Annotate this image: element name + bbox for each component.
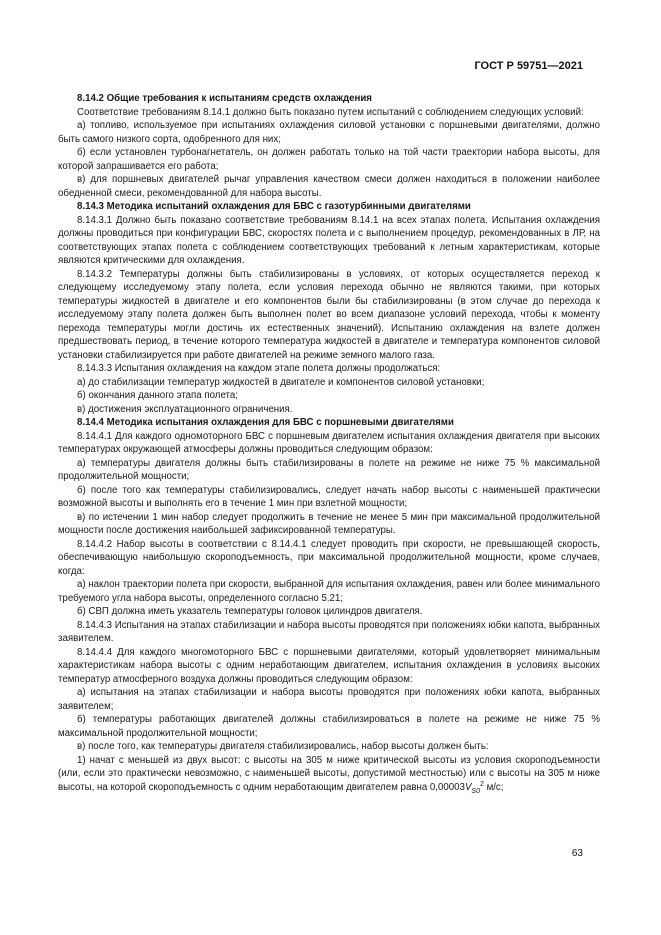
formula-superscript: 2: [479, 780, 484, 788]
paragraph: Соответствие требованиям 8.14.1 должно быть показано путем испытаний с соблюдением следующих условий:: [77, 106, 584, 118]
paragraph: 8.14.3.3 Испытания охлаждения на каждом этапе полета должны продолжаться:: [77, 363, 441, 374]
paragraph: в) достижения эксплуатационного ограничения.: [77, 403, 293, 415]
section-heading: 8.14.3 Методика испытаний охлаждения для БВС с газотурбинными двигателями: [77, 201, 471, 212]
formula-subscript: S0: [471, 787, 480, 795]
paragraph: 8.14.4.2 Набор высоты в соответствии с 8.14.4.1 следует проводить при скорости, не превышающей скорость, обеспечивающую наибольшую скороподъемность, при максимальной продолжительной мощности, кроме случаев, когда:: [58, 538, 600, 577]
document-body: [58, 92, 600, 794]
paragraph: 8.14.4.1 Для каждого одномоторного БВС с поршневым двигателем испытания охлаждения двигателя при высоких температурах окружающей атмосферы должны проводиться следующим образом:: [58, 430, 600, 455]
paragraph: б) после того как температуры стабилизировались, следует начать набор высоты с наименьшей практически возможной высоты и выполнять его в течение 1 мин при взлетной мощности;: [58, 484, 600, 509]
paragraph: в) по истечении 1 мин набор следует продолжить в течение не менее 5 мин при максимальной продолжительной мощности после достижения наибольшей зафиксированной температуры.: [58, 511, 600, 536]
section-heading: 8.14.4 Методика испытания охлаждения для БВС с поршневыми двигателями: [77, 417, 454, 428]
paragraph: а) наклон траектории полета при скорости, выбранной для испытания охлаждения, равен или более минимального требуемого угла набора высоты, определенного согласно 5.21;: [58, 579, 600, 604]
formula-variable: V: [464, 781, 472, 793]
paragraph: б) температуры работающих двигателей должны стабилизироваться в полете на режиме не ниже 75 % максимальной продолжительной мощности;: [58, 714, 600, 739]
paragraph: 1) начат с меньшей из двух высот: с высоты на 305 м ниже критической высоты из условия скороподъемности (или, если это практически невозможно, с наименьшей высоты, допустимой местностью) или с высоты на 305 м ниже высоты, на которой скороподъемность с одним неработающим двигателем равна $0,00003V_{S0}^2$ м/с;: [58, 754, 600, 795]
standard-header: ГОСТ Р 59751—2021: [474, 60, 583, 72]
formula-unit: м/с;: [483, 781, 504, 793]
paragraph: а) испытания на этапах стабилизации и набора высоты проводятся при положениях юбки капота, выбранных заявителем;: [58, 687, 600, 712]
paragraph: а) до стабилизации температур жидкостей в двигателе и компонентов силовой установки;: [77, 376, 485, 388]
section-heading: 8.14.2 Общие требования к испытаниям средств охлаждения: [77, 93, 372, 104]
paragraph: в) для поршневых двигателей рычаг управления качеством смеси должен находиться в положении наиболее обедненной смеси, рекомендованной для набора высоты.: [58, 174, 600, 199]
paragraph: 8.14.3.1 Должно быть показано соответствие требованиям 8.14.1 на всех этапах полета. Испытания охлаждения должны проводиться при конфигурации БВС, скоростях полета и с выполнением процедур, рекомендованных в ЛР, на соответствующих этапах полета с соблюдением соответствующих требований к летным характеристикам, которые являются критическими для охлаждения.: [58, 214, 600, 266]
page-number: 63: [571, 848, 583, 859]
paragraph: а) температуры двигателя должны быть стабилизированы в полете на режиме не ниже 75 % максимальной продолжительной мощности;: [58, 457, 600, 482]
paragraph: б) если установлен турбонагнетатель, он должен работать только на той части траектории набора высоты, для которой запрашивается его работа;: [58, 147, 600, 172]
paragraph: б) окончания данного этапа полета;: [77, 390, 238, 401]
paragraph: 8.14.4.4 Для каждого многомоторного БВС с поршневыми двигателями, который удовлетворяет минимальным характеристикам набора высоты с одним неработающим двигателем, испытания охлаждения в условиях высоких температур атмосферного воздуха должны проводиться следующим образом:: [58, 646, 600, 685]
paragraph: 8.14.4.3 Испытания на этапах стабилизации и набора высоты проводятся при положениях юбки капота, выбранных заявителем.: [58, 619, 600, 644]
paragraph: а) топливо, используемое при испытаниях охлаждения силовой установки с поршневыми двигателями, должно быть самого низкого сорта, одобренного для них;: [58, 120, 600, 145]
paragraph: в) после того, как температуры двигателя стабилизировались, набор высоты должен быть:: [77, 741, 489, 752]
paragraph: 8.14.3.2 Температуры должны быть стабилизированы в условиях, от которых осуществляется переход к следующему исследуемому этапу полета, если условия перехода обычно не являются такими, при которых температуры жидкостей в двигателе и его компонентов были бы стабилизированы (в этом случае до перехода к исследуемому этапу полета должен быть выполнен полет во всем диапазоне условий перехода, чтобы к моменту перехода температуры могли достичь их естественных значений). Испытанию охлаждения на взлете должен предшествовать период, в течение которого температура жидкостей в двигателе и температура компонентов силовой установки стабилизируется при работе двигателей на режиме земного малого газа.: [58, 268, 600, 361]
paragraph: б) СВП должна иметь указатель температуры головок цилиндров двигателя.: [77, 606, 423, 617]
